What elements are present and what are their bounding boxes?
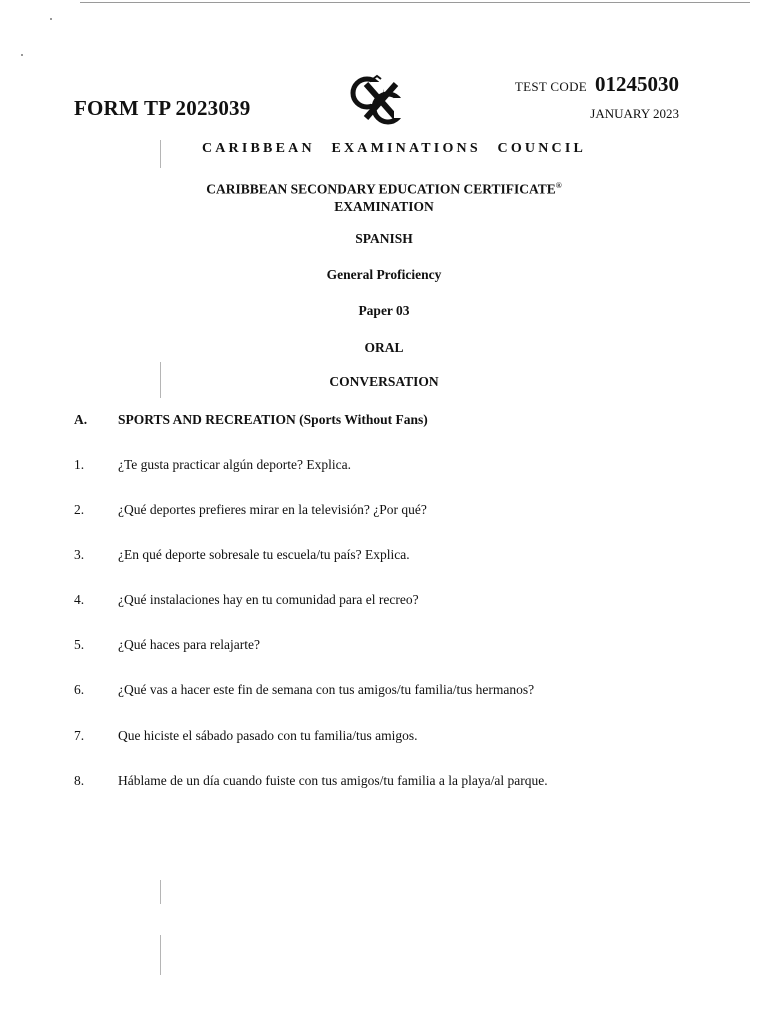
council-name: CARIBBEAN EXAMINATIONS COUNCIL <box>201 141 587 156</box>
exam-date: JANUARY 2023 <box>590 106 679 121</box>
question-number: 1. <box>74 457 85 472</box>
registered-mark: ® <box>555 181 562 190</box>
question-text: ¿Qué instalaciones hay en tu comunidad para el recreo? <box>118 592 419 607</box>
scan-fold-mark <box>160 880 161 904</box>
question-text: Háblame de un día cuando fuiste con tus amigos/tu familia a la playa/al parque. <box>118 773 548 788</box>
certificate-title <box>0 177 768 215</box>
question-number: 2. <box>74 502 85 517</box>
cxc-logo <box>344 74 410 128</box>
question-text: ¿Qué haces para relajarte? <box>118 637 261 652</box>
question-number: 4. <box>74 592 85 607</box>
question-text: ¿Te gusta practicar algún deporte? Explica. <box>118 457 351 472</box>
test-code <box>515 72 679 97</box>
section-title: SPORTS AND RECREATION (Sports Without Fans) <box>118 412 428 427</box>
subject-title: SPANISH <box>355 231 413 246</box>
test-code-label: TEST CODE <box>514 79 587 94</box>
question-text: ¿Qué deportes prefieres mirar en la televisión? ¿Por qué? <box>118 502 427 517</box>
certificate-line-1: CARIBBEAN SECONDARY EDUCATION CERTIFICATE <box>206 181 556 197</box>
paper-number: Paper 03 <box>358 303 410 318</box>
question-number: 6. <box>74 682 85 697</box>
scan-edge-line <box>80 2 750 3</box>
form-number: FORM TP 2023039 <box>74 96 251 120</box>
question-text: Que hiciste el sábado pasado con tu familia/tus amigos. <box>118 728 418 743</box>
question-text: ¿En qué deporte sobresale tu escuela/tu país? Explica. <box>118 547 410 562</box>
question-number: 7. <box>74 728 85 743</box>
question-number: 3. <box>74 547 85 562</box>
test-code-value: 01245030 <box>595 72 679 96</box>
proficiency-level: General Proficiency <box>326 267 442 282</box>
certificate-line-2: EXAMINATION <box>334 198 434 214</box>
section-letter: A. <box>74 412 88 427</box>
exam-part: CONVERSATION <box>329 374 439 389</box>
scan-speck <box>50 18 52 20</box>
question-number: 5. <box>74 637 85 652</box>
question-number: 8. <box>74 773 85 788</box>
scan-fold-mark <box>160 935 161 975</box>
scan-speck <box>21 54 23 56</box>
question-text: ¿Qué vas a hacer este fin de semana con tus amigos/tu familia/tus hermanos? <box>118 682 535 697</box>
exam-mode: ORAL <box>364 340 404 355</box>
